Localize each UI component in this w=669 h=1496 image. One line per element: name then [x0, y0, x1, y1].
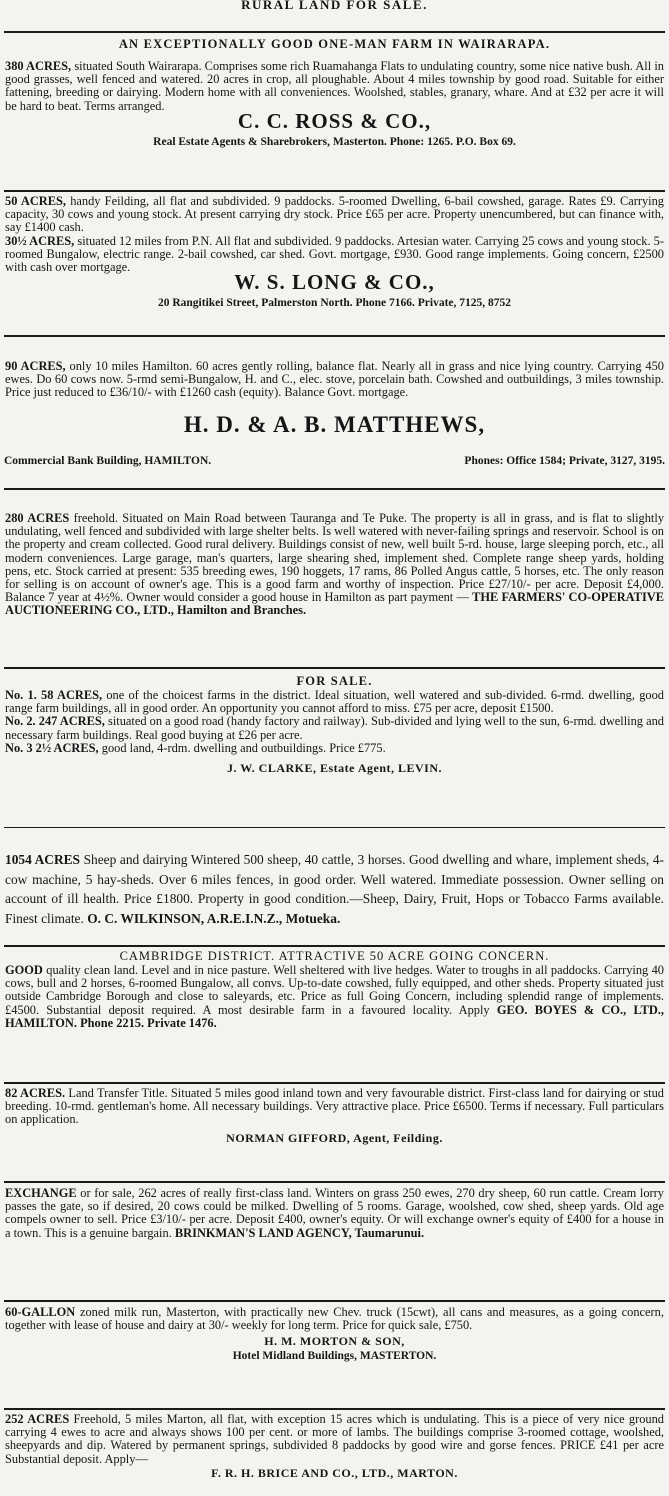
- ad-clarke: [4, 669, 665, 827]
- ad-ross: [4, 33, 665, 190]
- firm-name: J. W. CLARKE, Estate Agent, LEVIN.: [226, 761, 443, 776]
- ad-body: [4, 1306, 665, 1332]
- ad-lead: No. 2. 247 ACRES,: [5, 714, 105, 729]
- section-header: RURAL LAND FOR SALE.: [241, 0, 428, 12]
- ad-gifford: [4, 1084, 665, 1181]
- ad-lead: 90 ACRES,: [5, 359, 66, 373]
- ad-brice: [4, 1410, 665, 1496]
- ad-body: [4, 235, 665, 275]
- firm-address: Commercial Bank Building, HAMILTON.: [4, 454, 212, 467]
- ad-body: [4, 689, 665, 715]
- ad-matthews: [4, 337, 665, 488]
- ad-text: situated on a good road (handy factory and railway). Sub-divided and lying well to the sun, 6-rmd. dwelling and necessary farm buildings. Real good buying at £26 per acre.: [5, 714, 664, 742]
- ad-lead: 50 ACRES,: [5, 194, 66, 208]
- ad-text: situated South Wairarapa. Comprises some rich Ruamahanga Flats to undulating country, some nice native bush. All in good grasses, well fenced and watered. 20 acres in crop, all ploughable. About 4 miles township by good road. Suitable for either fattening, breeding or dairying. Modern home with all conveniences. Woolshed, stables, granary, whare. And at £32 per acre it will be hard to beat. Terms arranged.: [5, 59, 664, 113]
- ad-lead: 252 ACRES: [5, 1412, 70, 1426]
- ad-lead: No. 3 2½ ACRES,: [5, 740, 99, 755]
- ad-body: [4, 360, 665, 400]
- ad-body: [4, 964, 665, 1030]
- firm-name: H. D. & A. B. MATTHEWS,: [183, 411, 486, 437]
- ad-lead: 1054 ACRES: [5, 852, 81, 867]
- firm-name: C. C. ROSS & CO.,: [237, 108, 432, 133]
- ad-body: [4, 1087, 665, 1127]
- ad-lead: EXCHANGE: [5, 1186, 77, 1200]
- firm-name: NORMAN GIFFORD, Agent, Feilding.: [226, 1130, 443, 1145]
- ad-text: good land, 4-rdm. dwelling and outbuildings. Price £775.: [101, 740, 386, 755]
- ad-lead: 380 ACRES,: [5, 59, 72, 73]
- firm-name: GEO. BOYES & CO., LTD., HAMILTON.: [5, 1002, 664, 1030]
- ad-lead: 30½ ACRES,: [5, 233, 75, 248]
- firm-phones: Phones: Office 1584; Private, 3127, 3195.: [464, 454, 665, 467]
- ad-text: one of the choicest farms in the district. Ideal situation, well watered and sub-divided. 6-rmd. dwelling, good range farm buildings, all in good order. An opportunity you cannot afford to miss. £75 per acre, deposit £1500.: [5, 688, 664, 716]
- firm-name: F. R. H. BRICE AND CO., LTD., MARTON.: [211, 1465, 458, 1480]
- ad-body: [4, 850, 665, 928]
- ad-lead: GOOD: [5, 963, 43, 977]
- ad-morton: [4, 1302, 665, 1408]
- ad-body: [4, 195, 665, 235]
- ad-text: quality clean land. Level and in nice pasture. Well sheltered with live hedges. Water to troughs in all paddocks. Carrying 40 cows, bull and 2 horses, 6-roomed Bungalow, all convs. Up-to-date cowshed, fully equipped, and other sheds. Property situated just outside Cambridge Borough and close to saleyards, etc. Price as full Going Concern, including splendid range of implements. £4500. Substantial deposit required. A most desirable farm in a favoured locality. Apply: [5, 963, 664, 1017]
- ad-title: FOR SALE.: [296, 674, 373, 688]
- ad-text: Freehold, 5 miles Marton, all flat, with exception 15 acres which is undulating. This is a piece of very nice ground carrying 4 ewes to acre and always shows 100 per cent. or more of lambs. The buildings comprise 3-roomed cottage, woolshed, sheepyards and dip. Watered by permanent springs, subdivided 8 paddocks by good wire and gorse fences. PRICE £41 per acre Substantial deposit. Apply—: [5, 1412, 664, 1466]
- firm-address-line: [4, 454, 665, 468]
- ad-body: [4, 60, 665, 113]
- classified-page: [4, 0, 665, 1496]
- ad-text: zoned milk run, Masterton, with practically new Chev. truck (15cwt), all cans and measures, as a going concern, together with lease of house and dairy at 30/- weekly for long term. Price for quick sale, £750.: [5, 1305, 664, 1333]
- ad-lead: 280 ACRES: [5, 511, 70, 525]
- ad-body: [4, 715, 665, 741]
- firm-address: Real Estate Agents & Sharebrokers, Masterton. Phone: 1265. P.O. Box 69.: [153, 135, 516, 148]
- firm-address: Hotel Midland Buildings, MASTERTON.: [232, 1350, 437, 1363]
- ad-title: CAMBRIDGE DISTRICT. ATTRACTIVE 50 ACRE GOING CONCERN.: [119, 949, 550, 963]
- ad-text: only 10 miles Hamilton. 60 acres gently rolling, balance flat. Nearly all in grass and nice lying country. Carrying 450 ewes. Do 60 cows now. 5-rmd semi-Bungalow, H. and C., elec. stove, porcelain bath. Cowshed and outbuildings, 3 miles township. Price just reduced to £36/10/- with £1260 cash (equity). Balance Govt. mortgage.: [5, 359, 664, 400]
- firm-address: 20 Rangitikei Street, Palmerston North. Phone 7166. Private, 7125, 8752: [157, 297, 512, 310]
- ad-body: [4, 512, 665, 618]
- ad-text: handy Feilding, all flat and subdivided. 9 paddocks. 5-roomed Dwelling, 6-bail cowshed, garage. Rates £9. Carrying capacity, 30 cows and young stock. At present carrying dry stock. Price £65 per acre. Property unencumbered, but can finance with, say £1400 cash.: [5, 194, 664, 235]
- firm-name: H. M. MORTON & SON,: [264, 1334, 405, 1349]
- ad-boyes: [4, 947, 665, 1082]
- ad-text: Land Transfer Title. Situated 5 miles good inland town and very favourable district. First-class land for dairying or stud breeding. 10-rmd. gentleman's home. All necessary buildings. Very attractive place. Price £6500. Terms if necessary. Full particulars on application.: [5, 1086, 664, 1127]
- ad-title: AN EXCEPTIONALLY GOOD ONE-MAN FARM IN WAIRARAPA.: [118, 37, 551, 51]
- firm-name: W. S. LONG & CO.,: [234, 270, 435, 295]
- ad-farmers: [4, 490, 665, 667]
- ad-text: situated 12 miles from P.N. All flat and subdivided. 9 paddocks. Artesian water. Carrying 25 cows and young stock. 5-roomed Bungalow, electric range. 2-bail cowshed, car shed. Govt. mortgage, £930. Good range implements. Going concern, £2500 with cash over mortgage.: [5, 233, 664, 275]
- firm-phone: Phone 2215. Private 1476.: [80, 1015, 217, 1030]
- firm-name: BRINKMAN'S LAND AGENCY, Taumarunui.: [174, 1225, 425, 1240]
- firm-name: O. C. WILKINSON, A.R.E.I.N.Z., Motueka.: [87, 910, 341, 926]
- ad-text: Sheep and dairying Wintered 500 sheep, 40 cattle, 3 horses. Good dwelling and whare, implement sheds, 4-cow machine, 5 hay-sheds. Over 6 miles fences, in good order. Well watered. Immediate possession. Owner selling on account of ill health. Price £1800. Property in good condition.—Sheep, Dairy, Fruit, Hops or Tobacco Farms available. Finest climate.: [5, 852, 664, 926]
- ad-body: [4, 1187, 665, 1240]
- ad-text: freehold. Situated on Main Road between Tauranga and Te Puke. The property is all in grass, and is flat to slightly undulating, well fenced and subdivided with large shelter belts. Is well watered with never-failing springs and reservoir. School is on the property and cream collected. Good rural delivery. Buildings consist of new, well built 5-rd. house, large sleeping porch, etc., all modern conveniences. Large garage, man's quarters, large shearing shed, implement shed. Complete range sheep yards, holding pens, etc. Stock carried at present: 535 breeding ewes, 190 hoggets, 17 rams, 86 Polled Angus cattle, 5 horses, etc. The only reason for selling is on account of owner's age. This is a good farm and worthy of inspection. Price £27/10/- per acre. Deposit £4,000. Balance 7 year at 4½%. Owner would consider a good house in Hamilton as part payment —: [5, 511, 665, 605]
- firm-name: THE FARMERS' CO-OPERATIVE AUCTIONEERING CO., LTD., Hamilton and Branches.: [5, 590, 664, 618]
- ad-lead: No. 1. 58 ACRES,: [5, 688, 103, 702]
- ad-wilkinson: [4, 828, 665, 945]
- ad-brinkman: [4, 1183, 665, 1300]
- ad-lead: 60-GALLON: [5, 1305, 76, 1319]
- ad-body: [4, 1413, 665, 1466]
- ad-lead: 82 ACRES.: [5, 1086, 66, 1100]
- ad-body: [4, 742, 665, 755]
- ad-long: [4, 192, 665, 335]
- ad-text: or for sale, 262 acres of really first-class land. Winters on grass 250 ewes, 270 dry sheep, 60 run cattle. Cream lorry passes the gate, so if desired, 20 cows could be milked. Dwelling of 5 rooms. Garage, woolshed, cow shed, sheep yards. Old age compels owner to sell. Price £3/10/- per acre. Deposit £400, owner's equity. Or will exchange owner's equity of £400 for a house in a town. This is a genuine bargain.: [5, 1186, 664, 1240]
